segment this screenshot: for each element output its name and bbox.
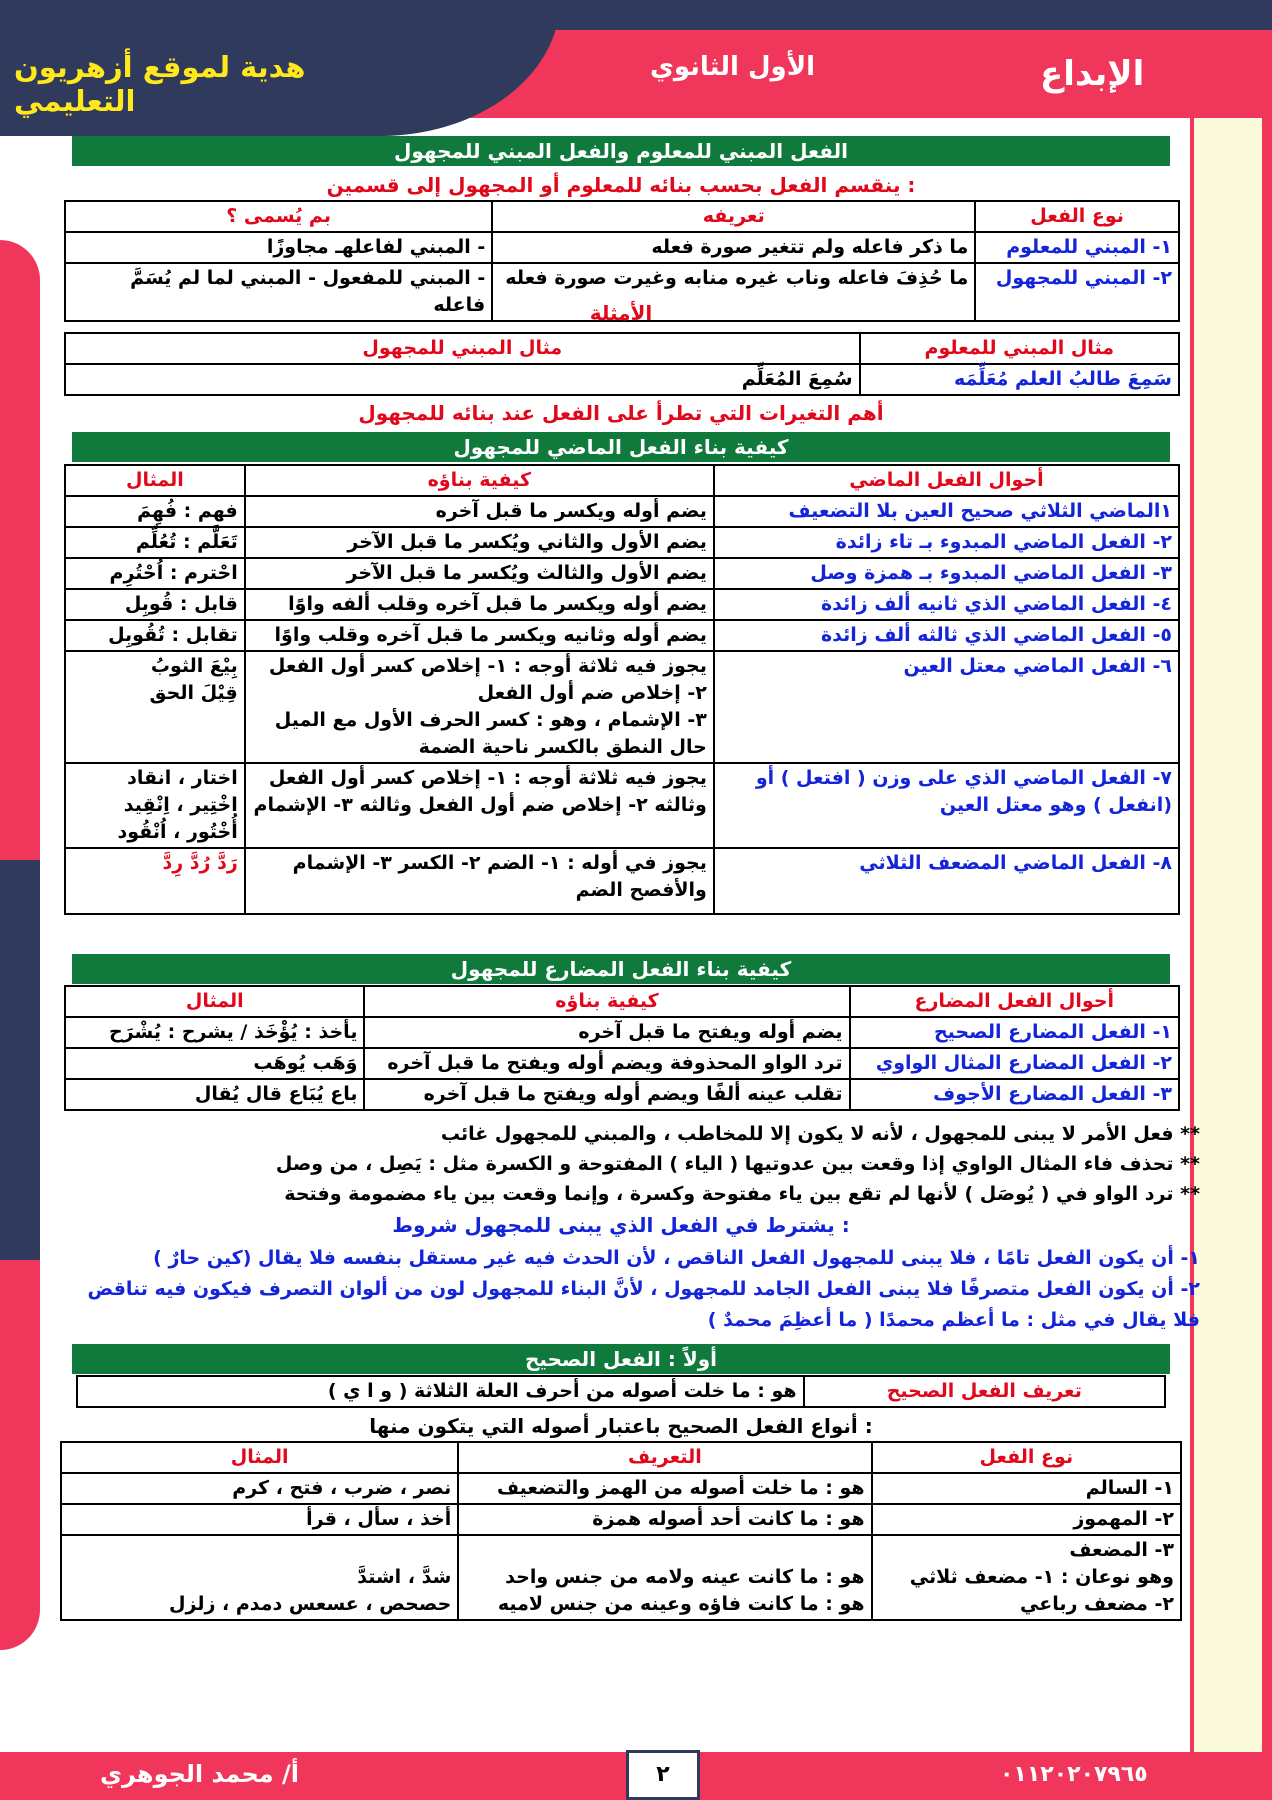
table-cell: ٢- الفعل المضارع المثال الواوي bbox=[850, 1048, 1179, 1079]
col-header: نوع الفعل bbox=[872, 1442, 1181, 1473]
table-cell: ٨- الفعل الماضي المضعف الثلاثي bbox=[714, 848, 1179, 914]
table-cell: ٣- الفعل المضارع الأجوف bbox=[850, 1079, 1179, 1110]
col-header: أحوال الفعل المضارع bbox=[850, 986, 1179, 1017]
definition-text: هو : ما خلت أصوله من أحرف العلة الثلاثة ( و ا ي ) bbox=[77, 1376, 804, 1407]
table-row bbox=[65, 1048, 1179, 1079]
table-cell: ٧- الفعل الماضي الذي على وزن ( افتعل ) أو (انفعل ) وهو معتل العين bbox=[714, 763, 1179, 848]
col-header: التعريف bbox=[458, 1442, 871, 1473]
table-row bbox=[77, 1376, 1165, 1407]
table-cell: ١- المبني للمعلوم bbox=[975, 232, 1179, 263]
table-cell: يضم الأول والثاني ويُكسر ما قبل الآخر bbox=[245, 527, 714, 558]
col-header: مثال المبني للمعلوم bbox=[860, 333, 1179, 364]
footer-author: أ/ محمد الجوهري bbox=[100, 1760, 299, 1788]
table-cell: يجوز فيه ثلاثة أوجه : ١- إخلاص كسر أول الفعل ٢- إخلاص ضم أول الفعل ٣- الإشمام ، وهو : كسر الحرف الأول مع الميل حال النطق بالكسر ناحية الضمة bbox=[245, 651, 714, 763]
col-header: المثال bbox=[65, 986, 364, 1017]
table-cell: ٤- الفعل الماضي الذي ثانيه ألف زائدة bbox=[714, 589, 1179, 620]
table-cell: احْترم : اُحْتُرِم bbox=[65, 558, 245, 589]
table-cell: ترد الواو المحذوفة ويضم أوله ويفتح ما قبل آخره bbox=[364, 1048, 849, 1079]
table-row bbox=[65, 763, 1179, 848]
table-cell: بِيْعَ الثوبُ قِيْلَ الحق bbox=[65, 651, 245, 763]
col-header: المثال bbox=[61, 1442, 458, 1473]
table-cell: هو : ما كانت أحد أصوله همزة bbox=[458, 1504, 871, 1535]
examples-label: الأمثلة bbox=[589, 301, 653, 325]
table-cell: قابل : قُوبِل bbox=[65, 589, 245, 620]
table-cell: شدَّ ، اشتدَّ حصحص ، عسعس دمدم ، زلزل bbox=[61, 1535, 458, 1620]
footer-phone: ٠١١٢٠٢٠٧٩٦٥ bbox=[1000, 1762, 1148, 1787]
examples-table bbox=[64, 332, 1180, 396]
table-cell: - المبني لفاعلهـ مجاوزًا bbox=[65, 232, 492, 263]
table-row bbox=[65, 1079, 1179, 1110]
page-number: ٢ bbox=[626, 1750, 700, 1800]
table-cell: نصر ، ضرب ، فتح ، كرم bbox=[61, 1473, 458, 1504]
table-cell: ٢- المبني للمجهول bbox=[975, 263, 1179, 321]
side-decoration-middle bbox=[0, 860, 40, 1260]
table-cell: تَعَلَّم : تُعُلِّم bbox=[65, 527, 245, 558]
table-row bbox=[65, 232, 1179, 263]
table-cell: يأخذ : يُؤْخَذ / يشرح : يُشْرَح bbox=[65, 1017, 364, 1048]
table-cell: يضم أوله ويفتح ما قبل آخره bbox=[364, 1017, 849, 1048]
note-line: ** ترد الواو في ( يُوصَل ) لأنها لم تقع بين ياء مفتوحة وكسرة ، وإنما وقعت بين ياء مضمومة وفتحة bbox=[284, 1183, 1200, 1205]
table-row bbox=[65, 651, 1179, 763]
table-cell: وَهَب يُوهَب bbox=[65, 1048, 364, 1079]
table-cell: يضم الأول والثالث ويُكسر ما قبل الآخر bbox=[245, 558, 714, 589]
table-cell: سُمِعَ المُعَلِّم bbox=[65, 364, 860, 395]
table-cell: هو : ما كانت عينه ولامه من جنس واحد هو : ما كانت فاؤه وعينه من جنس لاميه bbox=[458, 1535, 871, 1620]
condition-item: ١- أن يكون الفعل تامًا ، فلا يبنى للمجهول الفعل الناقص ، لأن الحدث فيه غير مستقل بنفسه فلا يقال (كين حارٌ ) bbox=[153, 1247, 1200, 1269]
table-row bbox=[61, 1473, 1181, 1504]
condition-item: فلا يقال في مثل : ما أعظم محمدًا ( ما أعظِمَ محمدٌ ) bbox=[707, 1309, 1200, 1331]
section-title-voice: الفعل المبني للمعلوم والفعل المبني للمجهول bbox=[72, 136, 1170, 166]
table-cell: يضم أوله وثانيه ويكسر ما قبل آخره وقلب واوًا bbox=[245, 620, 714, 651]
col-header: بم يُسمى ؟ bbox=[65, 201, 492, 232]
types-intro: أنواع الفعل الصحيح باعتبار أصوله التي يتكون منها : bbox=[369, 1414, 873, 1438]
table-cell: ١- السالم bbox=[872, 1473, 1181, 1504]
table-cell: يجوز في أوله : ١- الضم ٢- الكسر ٣- الإشمام والأفصح الضم bbox=[245, 848, 714, 914]
table-cell: - المبني للمفعول - المبني لما لم يُسَمَّ فاعله bbox=[65, 263, 492, 321]
present-table bbox=[64, 985, 1180, 1111]
sound-types-table bbox=[60, 1441, 1182, 1621]
table-row bbox=[61, 1504, 1181, 1535]
right-edge-bar bbox=[1262, 118, 1272, 1758]
table-cell: سَمِعَ طالبُ العلم مُعَلِّمَه bbox=[860, 364, 1179, 395]
header-right-title: الإبداع bbox=[1040, 54, 1145, 94]
col-header: المثال bbox=[65, 465, 245, 496]
definition-label: تعريف الفعل الصحيح bbox=[804, 1376, 1165, 1407]
note-line: ** تحذف فاء المثال الواوي إذا وقعت بين عدوتيها ( الياء ) المفتوحة و الكسرة مثل : يَصِل ، من وصل bbox=[275, 1153, 1200, 1175]
conditions-title: يشترط في الفعل الذي يبنى للمجهول شروط : bbox=[392, 1213, 850, 1237]
header-grade: الأول الثانوي bbox=[650, 52, 815, 82]
table-row bbox=[65, 496, 1179, 527]
section-title-past: كيفية بناء الفعل الماضي للمجهول bbox=[72, 432, 1170, 462]
past-table bbox=[64, 464, 1180, 915]
col-header: كيفية بناؤه bbox=[245, 465, 714, 496]
table-cell: ما حُذِفَ فاعله وناب غيره منابه وغيرت صورة فعله bbox=[492, 263, 975, 321]
table-cell: أخذ ، سأل ، قرأ bbox=[61, 1504, 458, 1535]
table-row bbox=[65, 848, 1179, 914]
table-row bbox=[61, 1535, 1181, 1620]
col-header: مثال المبني للمجهول bbox=[65, 333, 860, 364]
table-cell: باع يُبَاع قال يُقال bbox=[65, 1079, 364, 1110]
right-side-strip bbox=[1190, 118, 1272, 1758]
side-decoration-bottom bbox=[0, 1260, 40, 1650]
col-header: كيفية بناؤه bbox=[364, 986, 849, 1017]
table-cell: اختار ، انقاد اخْتِير ، اِنْقِيد أُخْتُور ، اُنْقُود bbox=[65, 763, 245, 848]
table-row bbox=[65, 1017, 1179, 1048]
table-cell: ٣- المضعف وهو نوعان : ١- مضعف ثلاثي ٢- مضعف رباعي bbox=[872, 1535, 1181, 1620]
table-cell: تقلب عينه ألفًا ويضم أوله ويفتح ما قبل آخره bbox=[364, 1079, 849, 1110]
changes-title: أهم التغيرات التي تطرأ على الفعل عند بنائه للمجهول bbox=[358, 401, 884, 425]
table-cell: ٦- الفعل الماضي معتل العين bbox=[714, 651, 1179, 763]
table-cell: ١- الفعل المضارع الصحيح bbox=[850, 1017, 1179, 1048]
table-cell: ٥- الفعل الماضي الذي ثالثه ألف زائدة bbox=[714, 620, 1179, 651]
table-cell: يضم أوله ويكسر ما قبل آخره bbox=[245, 496, 714, 527]
table-cell: فهم : فُهِمَ bbox=[65, 496, 245, 527]
section-intro: ينقسم الفعل بحسب بنائه للمعلوم أو المجهول إلى قسمين : bbox=[326, 173, 916, 197]
col-header: تعريفه bbox=[492, 201, 975, 232]
table-cell: يجوز فيه ثلاثة أوجه : ١- إخلاص كسر أول الفعل وثالثه ٢- إخلاص ضم أول الفعل وثالثه ٣- الإشمام bbox=[245, 763, 714, 848]
table-row bbox=[65, 558, 1179, 589]
table-row bbox=[65, 620, 1179, 651]
sound-definition-table bbox=[76, 1375, 1166, 1408]
table-cell: تقابل : تُقُوبِل bbox=[65, 620, 245, 651]
table-cell: ٣- الفعل الماضي المبدوء بـ همزة وصل bbox=[714, 558, 1179, 589]
table-cell: هو : ما خلت أصوله من الهمز والتضعيف bbox=[458, 1473, 871, 1504]
table-row bbox=[65, 589, 1179, 620]
note-line: ** فعل الأمر لا يبنى للمجهول ، لأنه لا يكون إلا للمخاطب ، والمبني للمجهول غائب bbox=[440, 1123, 1200, 1145]
table-cell: يضم أوله ويكسر ما قبل آخره وقلب ألفه واوًا bbox=[245, 589, 714, 620]
section-title-present: كيفية بناء الفعل المضارع للمجهول bbox=[72, 954, 1170, 984]
condition-item: ٢- أن يكون الفعل متصرفًا فلا يبنى الفعل الجامد للمجهول ، لأنَّ البناء للمجهول لون من ألوان التصرف فيكون فيه تناقض bbox=[87, 1278, 1200, 1300]
side-decoration-top bbox=[0, 240, 40, 860]
col-header: نوع الفعل bbox=[975, 201, 1179, 232]
table-cell: ما ذكر فاعله ولم تتغير صورة فعله bbox=[492, 232, 975, 263]
table-cell: رَدَّ رُدَّ رِدَّ bbox=[65, 848, 245, 914]
brand-title: هدية لموقع أزهريون التعليمي bbox=[14, 50, 306, 118]
table-cell: ١الماضي الثلاثي صحيح العين بلا التضعيف bbox=[714, 496, 1179, 527]
table-row bbox=[65, 527, 1179, 558]
table-row bbox=[65, 364, 1179, 395]
section-title-sound: أولاً : الفعل الصحيح bbox=[72, 1344, 1170, 1374]
table-cell: ٢- المهموز bbox=[872, 1504, 1181, 1535]
table-cell: ٢- الفعل الماضي المبدوء بـ تاء زائدة bbox=[714, 527, 1179, 558]
col-header: أحوال الفعل الماضي bbox=[714, 465, 1179, 496]
